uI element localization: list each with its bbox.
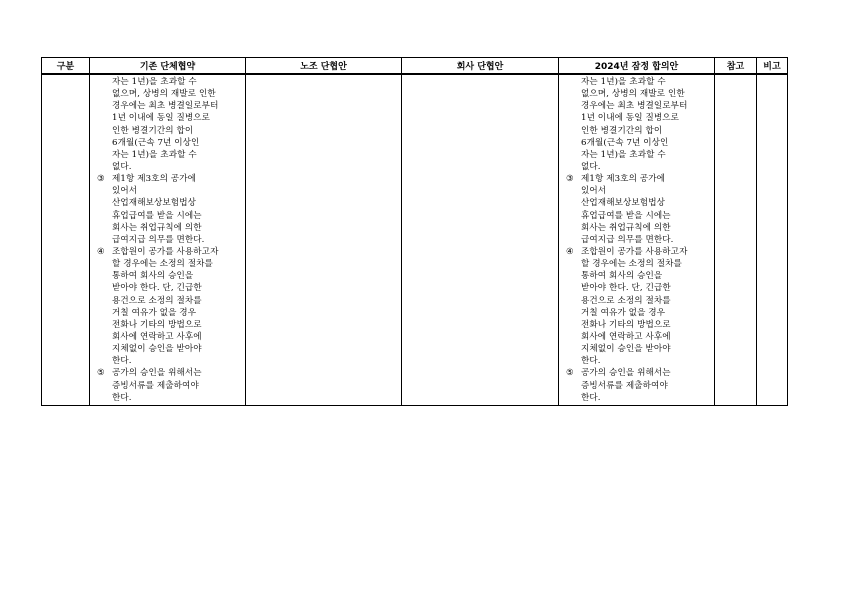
line-text: 한다. [112, 356, 132, 367]
header-company-proposal: 회사 단협안 [402, 58, 559, 75]
line-text: 자는 1년)을 초과할 수 [581, 149, 666, 160]
text-line [559, 319, 714, 331]
line-text: 한다. [581, 356, 601, 367]
text-line [559, 367, 714, 379]
text-line [559, 343, 714, 355]
line-text: 6개월(근속 7년 이상인 [112, 137, 200, 148]
text-line [559, 197, 714, 209]
text-line [559, 234, 714, 246]
text-line [559, 76, 714, 88]
text-line [559, 392, 714, 404]
text-line [559, 173, 714, 185]
text-line [90, 246, 245, 258]
clause-number: ④ [566, 246, 574, 257]
line-text: 거칠 여유가 없을 경우 [581, 307, 666, 318]
text-line [559, 331, 714, 343]
header-category: 구분 [42, 58, 90, 75]
text-line [90, 258, 245, 270]
text-line [559, 258, 714, 270]
text-line [90, 173, 245, 185]
text-line [90, 295, 245, 307]
text-line [559, 125, 714, 137]
line-text: 산업재해보상보험법상 [581, 198, 666, 209]
header-remarks: 비고 [757, 58, 788, 75]
text-line [559, 270, 714, 282]
clause-number: ⑤ [566, 368, 574, 379]
line-text: 있어서 [581, 186, 607, 197]
header-existing-agreement: 기존 단체협약 [90, 58, 246, 75]
text-line [90, 270, 245, 282]
text-line [90, 185, 245, 197]
remarks-cell [757, 74, 788, 405]
header-row [42, 58, 788, 75]
text-line [90, 234, 245, 246]
text-line [559, 355, 714, 367]
text-line [90, 319, 245, 331]
text-line [90, 355, 245, 367]
tentative-agreement-cell [559, 74, 715, 405]
line-text: 증빙서류를 제출하여야 [112, 380, 199, 391]
line-text: 산업재해보상보험법상 [112, 198, 197, 209]
text-line [559, 282, 714, 294]
line-text: 공가의 승인을 위해서는 [581, 368, 671, 379]
text-line [90, 331, 245, 343]
line-text: 없으며, 상병의 재발로 인한 [112, 89, 216, 100]
existing-agreement-cell [90, 74, 246, 405]
line-text: 회사에 연락하고 사후에 [581, 331, 671, 342]
line-text: 1년 이내에 동일 질병으로 [112, 113, 211, 124]
text-line [559, 307, 714, 319]
text-line [90, 125, 245, 137]
line-text: 휴업급여를 받을 시에는 [112, 210, 202, 221]
line-text: 인한 병결기간의 합이 [581, 125, 663, 136]
text-line [90, 112, 245, 124]
line-text: 없다. [581, 161, 601, 172]
header-tentative-agreement: 2024년 잠정 합의안 [559, 58, 715, 75]
text-line [559, 137, 714, 149]
line-text: 있어서 [112, 186, 138, 197]
text-line [90, 137, 245, 149]
line-text: 자는 1년)을 초과할 수 [112, 77, 197, 87]
line-text: 경우에는 최초 병결일로부터 [112, 101, 219, 112]
text-line [559, 380, 714, 392]
text-line [559, 100, 714, 112]
text-line [90, 210, 245, 222]
line-text: 받아야 한다. 단, 긴급한 [112, 283, 202, 294]
line-text: 통하여 회사의 승인을 [112, 271, 194, 282]
line-text: 자는 1년)을 초과할 수 [112, 149, 197, 160]
line-text: 제1항 제3호의 공가에 [581, 174, 666, 185]
comparison-table [41, 57, 788, 406]
text-line [559, 222, 714, 234]
union-proposal-cell [246, 74, 402, 405]
line-text: 회사는 취업규칙에 의한 [581, 222, 671, 233]
text-line [90, 392, 245, 404]
line-text: 할 경우에는 소정의 절차를 [112, 259, 213, 270]
line-text: 제1항 제3호의 공가에 [112, 174, 197, 185]
line-text: 지체없이 승인을 받아야 [112, 344, 202, 355]
line-text: 한다. [112, 392, 132, 403]
line-text: 회사에 연락하고 사후에 [112, 331, 202, 342]
line-text: 전화나 기타의 방법으로 [112, 319, 202, 330]
clause-number: ③ [97, 174, 105, 185]
text-line [90, 367, 245, 379]
text-line [559, 88, 714, 100]
line-text: 휴업급여를 받을 시에는 [581, 210, 671, 221]
line-text: 6개월(근속 7년 이상인 [581, 137, 669, 148]
text-line [90, 161, 245, 173]
existing-agreement-text [90, 75, 245, 405]
tentative-agreement-text [559, 75, 714, 405]
text-line [559, 112, 714, 124]
line-text: 없으며, 상병의 재발로 인한 [581, 89, 685, 100]
text-line [90, 76, 245, 88]
line-text: 할 경우에는 소정의 절차를 [581, 259, 682, 270]
line-text: 거칠 여유가 없을 경우 [112, 307, 197, 318]
text-line [90, 197, 245, 209]
reference-cell [715, 74, 757, 405]
line-text: 용건으로 소정의 절차를 [581, 295, 671, 306]
text-line [90, 380, 245, 392]
line-text: 1년 이내에 동일 질병으로 [581, 113, 680, 124]
text-line [559, 149, 714, 161]
line-text: 조합원이 공가를 사용하고자 [581, 246, 688, 257]
clause-number: ④ [97, 246, 105, 257]
company-proposal-cell [402, 74, 559, 405]
line-text: 인한 병결기간의 합이 [112, 125, 194, 136]
text-line [559, 185, 714, 197]
header-reference: 참고 [715, 58, 757, 75]
text-line [90, 88, 245, 100]
text-line [559, 161, 714, 173]
line-text: 용건으로 소정의 절차를 [112, 295, 202, 306]
text-line [90, 343, 245, 355]
text-line [559, 246, 714, 258]
text-line [90, 282, 245, 294]
line-text: 경우에는 최초 병결일로부터 [581, 101, 688, 112]
line-text: 없다. [112, 161, 132, 172]
text-line [559, 295, 714, 307]
text-line [90, 222, 245, 234]
text-line [90, 307, 245, 319]
line-text: 전화나 기타의 방법으로 [581, 319, 671, 330]
text-line [559, 210, 714, 222]
clause-number: ③ [566, 174, 574, 185]
table-row [42, 74, 788, 405]
line-text: 자는 1년)을 초과할 수 [581, 77, 666, 87]
line-text: 지체없이 승인을 받아야 [581, 344, 671, 355]
clause-number: ⑤ [97, 368, 105, 379]
line-text: 회사는 취업규칙에 의한 [112, 222, 202, 233]
text-line [90, 100, 245, 112]
header-union-proposal: 노조 단협안 [246, 58, 402, 75]
line-text: 받아야 한다. 단, 긴급한 [581, 283, 671, 294]
line-text: 공가의 승인을 위해서는 [112, 368, 202, 379]
category-cell [42, 74, 90, 405]
line-text: 급여지급 의무를 면한다. [581, 234, 674, 245]
line-text: 한다. [581, 392, 601, 403]
line-text: 조합원이 공가를 사용하고자 [112, 246, 219, 257]
line-text: 통하여 회사의 승인을 [581, 271, 663, 282]
line-text: 급여지급 의무를 면한다. [112, 234, 205, 245]
text-line [90, 149, 245, 161]
line-text: 증빙서류를 제출하여야 [581, 380, 668, 391]
